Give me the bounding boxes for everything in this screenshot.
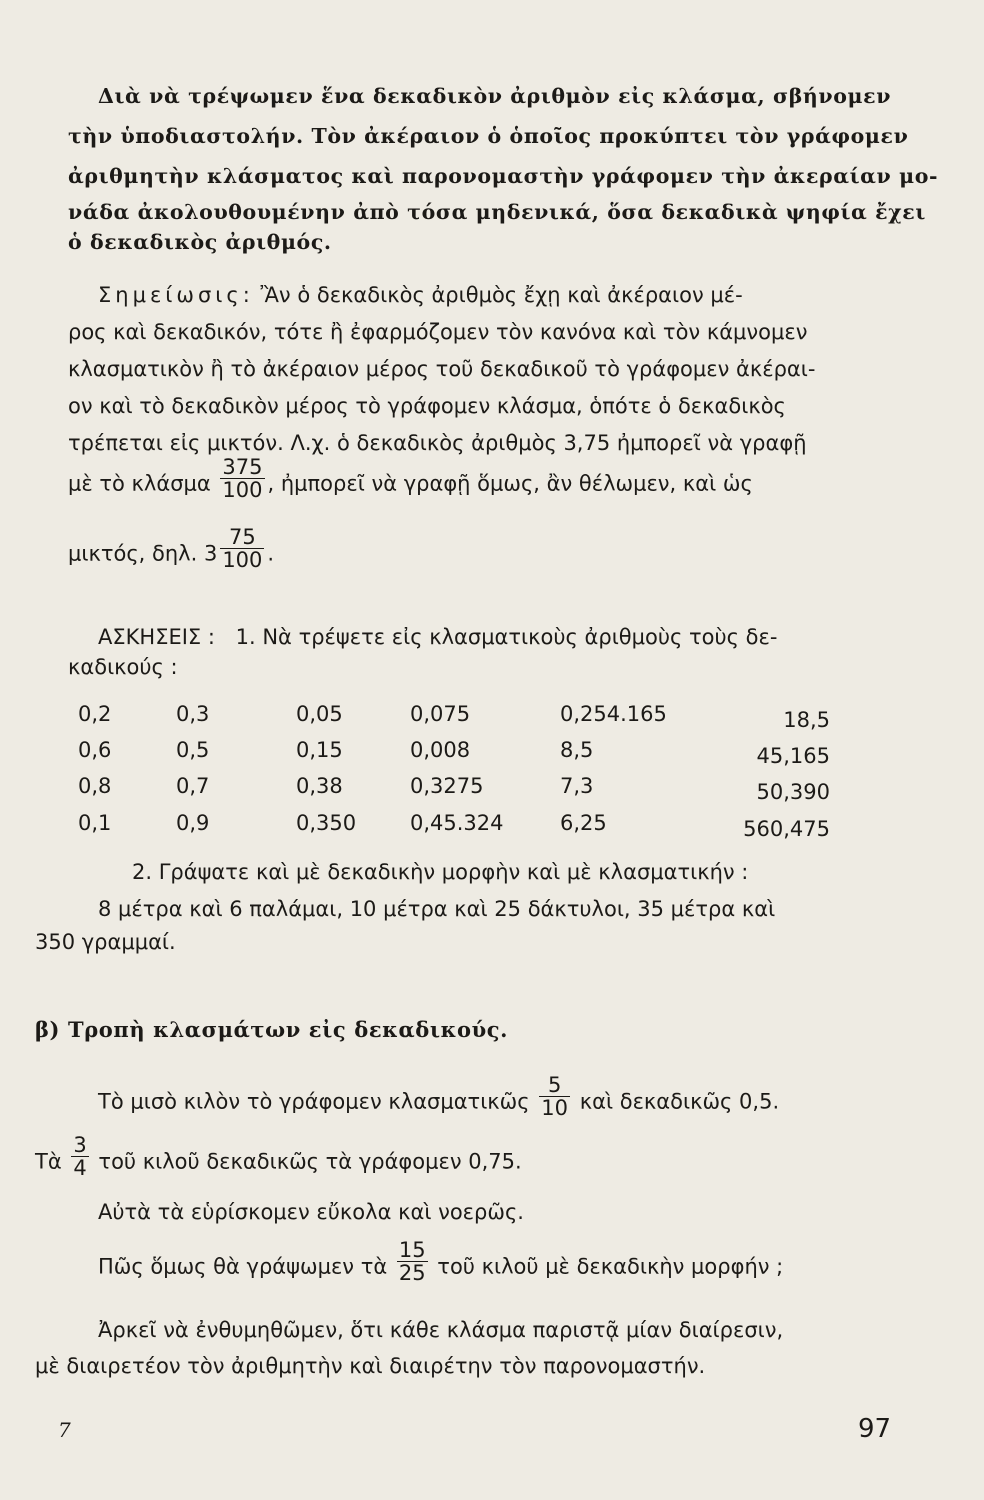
intro-line-1: Διὰ νὰ τρέψωμεν ἕνα δεκαδικὸν ἀριθμὸν εἰς κλάσμα, σβήνομεν <box>98 84 892 108</box>
exercise-1-continued: καδικούς : <box>68 655 178 679</box>
table-cell: 560,475 <box>743 817 830 841</box>
intro-line-5: ὁ δεκαδικὸς ἀριθμός. <box>68 230 332 254</box>
intro-line-2: τὴν ὑποδιαστολήν. Τὸν ἀκέραιον ὁ ὁποῖος προκύπτει τὸν γράφομεν <box>68 124 909 148</box>
table-cell: 0,008 <box>410 738 471 762</box>
exercise-1-text: 1. Νὰ τρέψετε εἰς κλασματικοὺς ἀριθμοὺς τοὺς δε- <box>235 625 778 649</box>
line-text: Πῶς ὅμως θὰ γράψωμεν τὰ <box>98 1254 388 1279</box>
section-b-line-1 <box>98 1073 780 1125</box>
intro-line-3: ἀριθμητὴν κλάσματος καὶ παρονομαστὴν γράφομεν τὴν ἀκεραίαν μο- <box>68 164 939 188</box>
note-line-1 <box>98 283 743 307</box>
table-cell: 0,350 <box>296 811 357 835</box>
fraction-numerator: 5 <box>547 1073 562 1097</box>
line-text: τοῦ κιλοῦ δεκαδικῶς τὰ γράφομεν 0,75. <box>98 1149 522 1174</box>
table-cell: 0,3275 <box>410 774 484 798</box>
table-cell: 0,1 <box>78 811 112 835</box>
line-text: τοῦ κιλοῦ μὲ δεκαδικὴν μορφήν ; <box>437 1254 784 1279</box>
table-cell: 0,5 <box>176 738 210 762</box>
table-cell: 0,45.324 <box>410 811 504 835</box>
table-cell: 0,3 <box>176 702 210 726</box>
table-cell: 0,05 <box>296 702 343 726</box>
exercise-2-line-2: 8 μέτρα καὶ 6 παλάμαι, 10 μέτρα καὶ 25 δάκτυλοι, 35 μέτρα καὶ <box>98 897 776 921</box>
table-cell: 0,15 <box>296 738 343 762</box>
fraction-375-100 <box>220 456 264 501</box>
exercises-title: ΑΣΚΗΣΕΙΣ : <box>98 625 215 649</box>
note-line-6 <box>68 455 753 507</box>
fraction-denominator: 100 <box>222 478 263 503</box>
table-cell: 50,390 <box>756 780 830 804</box>
table-cell: 0,254.165 <box>560 702 667 726</box>
note-line-2: ρος καὶ δεκαδικόν, τότε ἢ ἐφαρμόζομεν τὸν κανόνα καὶ τὸν κάμνομεν <box>68 320 808 344</box>
section-b-line-5: Ἀρκεῖ νὰ ἐνθυμηθῶμεν, ὅτι κάθε κλάσμα παριστᾷ μίαν διαίρεσιν, <box>98 1318 784 1342</box>
section-b-line-2 <box>35 1133 522 1185</box>
note-line-1-text: Ἂν ὁ δεκαδικὸς ἀριθμὸς ἔχῃ καὶ ἀκέραιον μέ- <box>260 283 743 307</box>
section-b-line-3: Αὐτὰ τὰ εὑρίσκομεν εὔκολα καὶ νοερῶς. <box>98 1200 524 1224</box>
note-line-4: ον καὶ τὸ δεκαδικὸν μέρος τὸ γράφομεν κλάσμα, ὁπότε ὁ δεκαδικὸς <box>68 394 786 418</box>
fraction-3-4 <box>71 1134 88 1179</box>
table-cell: 0,8 <box>78 774 112 798</box>
table-cell: 45,165 <box>756 744 830 768</box>
signature-mark: 7 <box>58 1418 71 1442</box>
fraction-75-100 <box>220 526 264 571</box>
page-number: 97 <box>858 1414 892 1444</box>
note-line-3: κλασματικὸν ἢ τὸ ἀκέραιον μέρος τοῦ δεκαδικοῦ τὸ γράφομεν ἀκέραι- <box>68 357 816 381</box>
intro-line-4: νάδα ἀκολουθουμένην ἀπὸ τόσα μηδενικά, ὅσα δεκαδικὰ ψηφία ἔχει <box>68 200 926 224</box>
fraction-numerator: 375 <box>222 455 263 479</box>
table-cell: 6,25 <box>560 811 607 835</box>
table-cell: 18,5 <box>783 708 830 732</box>
table-cell: 0,9 <box>176 811 210 835</box>
line-text: Τὸ μισὸ κιλὸν τὸ γράφομεν κλασματικῶς <box>98 1089 530 1114</box>
fraction-numerator: 3 <box>73 1133 87 1157</box>
fraction-numerator: 75 <box>228 525 256 549</box>
exercise-2-line-3: 350 γραμμαί. <box>35 930 176 954</box>
fraction-denominator: 25 <box>398 1261 426 1286</box>
table-cell: 0,6 <box>78 738 112 762</box>
line-text: Τὰ <box>35 1149 62 1174</box>
table-cell: 0,075 <box>410 702 471 726</box>
fraction-denominator: 10 <box>541 1096 569 1121</box>
table-cell: 7,3 <box>560 774 594 798</box>
exercise-1-line <box>98 625 777 649</box>
mixed-number-intro: μικτός, δηλ. 3 <box>68 541 218 566</box>
mixed-number-end: . <box>267 541 275 566</box>
fraction-denominator: 4 <box>73 1156 87 1181</box>
section-b-heading: β) Τροπὴ κλασμάτων εἰς δεκαδικούς. <box>35 1017 509 1042</box>
fraction-denominator: 100 <box>222 548 263 573</box>
note-line-5: τρέπεται εἰς μικτόν. Λ.χ. ὁ δεκαδικὸς ἀριθμὸς 3,75 ἠμπορεῖ νὰ γραφῇ <box>68 431 807 455</box>
note-label: Σημείωσις: <box>98 283 254 307</box>
exercise-2-line-1: 2. Γράψατε καὶ μὲ δεκαδικὴν μορφὴν καὶ μὲ κλασματικήν : <box>132 860 749 884</box>
note-frac-intro: μὲ τὸ κλάσμα <box>68 471 211 496</box>
section-b-line-6: μὲ διαιρετέον τὸν ἀριθμητὴν καὶ διαιρέτην τὸν παρονομαστήν. <box>35 1354 706 1378</box>
table-cell: 0,7 <box>176 774 210 798</box>
note-line-7 <box>68 525 275 577</box>
table-cell: 0,38 <box>296 774 343 798</box>
table-cell: 0,2 <box>78 702 112 726</box>
fraction-numerator: 15 <box>398 1238 426 1262</box>
note-frac-rest: , ἠμπορεῖ νὰ γραφῇ ὅμως, ἂν θέλωμεν, καὶ ὡς <box>267 471 753 496</box>
table-cell: 8,5 <box>560 738 594 762</box>
line-text: καὶ δεκαδικῶς 0,5. <box>579 1089 780 1114</box>
fraction-15-25 <box>397 1239 428 1284</box>
fraction-5-10 <box>539 1074 570 1119</box>
section-b-line-4 <box>98 1238 784 1290</box>
